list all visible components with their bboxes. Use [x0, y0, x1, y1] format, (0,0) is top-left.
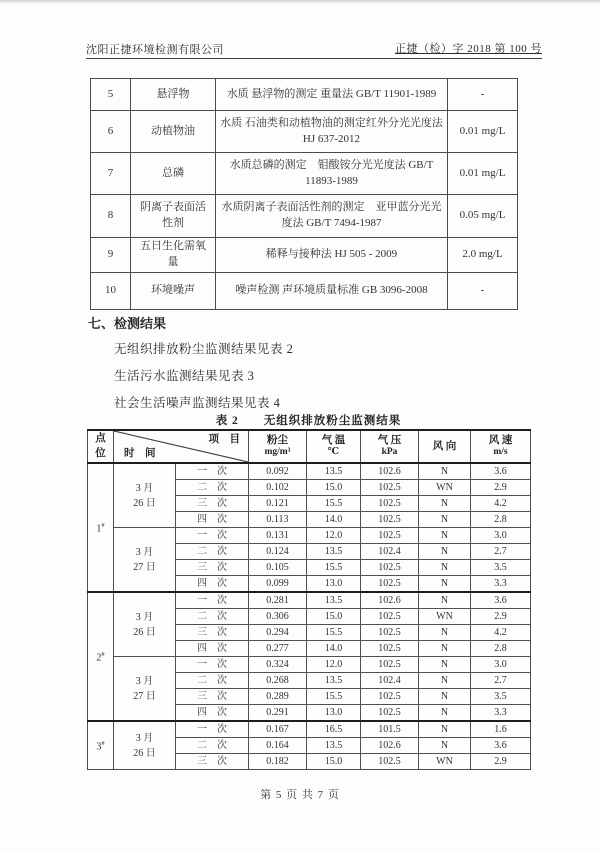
header-wind-direction: 风 向: [419, 430, 471, 463]
date-cell: [114, 592, 176, 657]
measurement-seq: 四 次: [176, 512, 249, 528]
date-line: 26 日: [133, 497, 156, 509]
date-line: 26 日: [133, 747, 156, 759]
pressure-value: 102.6: [361, 463, 419, 480]
company-name: 沈阳正捷环境检测有限公司: [86, 44, 224, 56]
header-pressure: 气 压 kPa: [361, 430, 419, 463]
pressure-value: 102.4: [361, 544, 419, 560]
measurement-seq: 二 次: [176, 544, 249, 560]
header-item-label: 项 目: [208, 434, 240, 445]
wind-direction-value: N: [419, 544, 471, 560]
pressure-value: 102.5: [361, 528, 419, 544]
date-line: 27 日: [133, 561, 156, 573]
methods-table-row: [91, 79, 518, 111]
wind-speed-value: 3.5: [471, 560, 531, 576]
item-name: 阴离子表面活性剂: [131, 195, 216, 238]
table2-caption: 表 2 无组织排放粉尘监测结果: [215, 415, 402, 427]
pressure-value: 102.5: [361, 625, 419, 641]
dust-value: 0.113: [249, 512, 307, 528]
date-line: 26 日: [133, 626, 156, 638]
header-dust: 粉尘 mg/m³: [249, 430, 307, 463]
date-line: 3 月: [135, 482, 154, 494]
measurement-seq: 三 次: [176, 560, 249, 576]
result-line: 无组织排放粉尘监测结果见表 2: [114, 342, 294, 356]
site-hash: #: [101, 522, 105, 530]
methods-table-row: [91, 272, 518, 309]
temperature-value: 15.0: [307, 480, 361, 496]
date-cell: [114, 721, 176, 770]
wind-speed-value: 2.7: [471, 544, 531, 560]
date-cell: [114, 657, 176, 722]
dust-value: 0.102: [249, 480, 307, 496]
dust-table-header-row: [88, 430, 531, 463]
wind-direction-value: N: [419, 657, 471, 673]
wind-direction-value: N: [419, 738, 471, 754]
dust-value: 0.167: [249, 721, 307, 738]
site-number: 1: [96, 523, 102, 535]
pressure-value: 102.5: [361, 754, 419, 770]
dust-monitoring-table: [87, 429, 531, 770]
scan-edge-shadow: [0, 0, 600, 4]
wind-speed-value: 1.6: [471, 721, 531, 738]
item-name: 悬浮物: [131, 79, 216, 111]
wind-speed-value: 3.3: [471, 576, 531, 593]
pressure-value: 102.5: [361, 480, 419, 496]
wind-direction-value: N: [419, 673, 471, 689]
method-standard: 水质总磷的测定 钼酸铵分光光度法 GB/T 11893-1989: [216, 153, 448, 195]
date-cell: [114, 463, 176, 528]
pressure-value: 101.5: [361, 721, 419, 738]
site-cell: [88, 721, 114, 770]
pressure-value: 102.5: [361, 689, 419, 705]
dust-value: 0.306: [249, 609, 307, 625]
pressure-value: 102.5: [361, 705, 419, 722]
pressure-value: 102.6: [361, 738, 419, 754]
date-line: 3 月: [135, 675, 154, 687]
date-line: 3 月: [135, 546, 154, 558]
dust-value: 0.131: [249, 528, 307, 544]
wind-speed-value: 3.6: [471, 738, 531, 754]
dust-table-row: [88, 721, 531, 738]
wind-direction-value: N: [419, 576, 471, 593]
date-line: 3 月: [135, 611, 154, 623]
site-cell: [88, 592, 114, 721]
wind-speed-value: 4.2: [471, 625, 531, 641]
measurement-seq: 三 次: [176, 689, 249, 705]
dust-value: 0.289: [249, 689, 307, 705]
dust-value: 0.164: [249, 738, 307, 754]
dust-table-row: [88, 528, 531, 544]
wind-direction-value: WN: [419, 609, 471, 625]
measurement-seq: 二 次: [176, 480, 249, 496]
measurement-seq: 一 次: [176, 528, 249, 544]
temperature-value: 14.0: [307, 641, 361, 657]
wind-speed-value: 3.6: [471, 592, 531, 609]
temperature-value: 13.5: [307, 673, 361, 689]
detection-limit: 0.01 mg/L: [448, 153, 518, 195]
methods-table: [90, 78, 518, 310]
wind-speed-value: 2.9: [471, 480, 531, 496]
wind-direction-value: N: [419, 496, 471, 512]
site-number: 3: [96, 741, 102, 753]
temperature-value: 14.0: [307, 512, 361, 528]
row-number: 9: [91, 238, 131, 273]
pressure-value: 102.5: [361, 512, 419, 528]
pressure-value: 102.5: [361, 576, 419, 593]
wind-direction-value: N: [419, 512, 471, 528]
detection-limit: -: [448, 79, 518, 111]
header-time-label: 时 间: [124, 447, 156, 459]
pressure-value: 102.5: [361, 657, 419, 673]
section-heading: 七、检测结果: [88, 316, 167, 331]
temperature-value: 12.0: [307, 528, 361, 544]
measurement-seq: 一 次: [176, 721, 249, 738]
site-number: 2: [96, 652, 102, 664]
row-number: 10: [91, 272, 131, 309]
detection-limit: 2.0 mg/L: [448, 238, 518, 273]
dust-value: 0.294: [249, 625, 307, 641]
pressure-value: 102.5: [361, 609, 419, 625]
header-temperature: 气 温 ℃: [307, 430, 361, 463]
wind-speed-value: 2.9: [471, 609, 531, 625]
result-line: 社会生活噪声监测结果见表 4: [114, 396, 281, 410]
temperature-value: 13.5: [307, 738, 361, 754]
methods-table-row: [91, 238, 518, 273]
measurement-seq: 一 次: [176, 463, 249, 480]
methods-table-row: [91, 153, 518, 195]
method-standard: 水质 悬浮物的测定 重量法 GB/T 11901-1989: [216, 79, 448, 111]
measurement-seq: 一 次: [176, 657, 249, 673]
measurement-seq: 四 次: [176, 576, 249, 593]
item-name: 环境噪声: [131, 272, 216, 309]
temperature-value: 15.5: [307, 496, 361, 512]
wind-direction-value: N: [419, 592, 471, 609]
method-standard: 水质 石油类和动植物油的测定红外分光光度法 HJ 637-2012: [216, 111, 448, 153]
wind-direction-value: N: [419, 463, 471, 480]
dust-value: 0.324: [249, 657, 307, 673]
wind-speed-value: 3.3: [471, 705, 531, 722]
temperature-value: 13.5: [307, 463, 361, 480]
date-cell: [114, 528, 176, 593]
site-hash: #: [101, 740, 105, 748]
methods-table-row: [91, 195, 518, 238]
row-number: 5: [91, 79, 131, 111]
temperature-value: 13.5: [307, 544, 361, 560]
wind-speed-value: 4.2: [471, 496, 531, 512]
header-wind-speed: 风 速 m/s: [471, 430, 531, 463]
dust-value: 0.268: [249, 673, 307, 689]
item-name: 总磷: [131, 153, 216, 195]
temperature-value: 16.5: [307, 721, 361, 738]
measurement-seq: 四 次: [176, 705, 249, 722]
temperature-value: 13.5: [307, 592, 361, 609]
temperature-value: 13.0: [307, 705, 361, 722]
dust-value: 0.291: [249, 705, 307, 722]
item-name: 动植物油: [131, 111, 216, 153]
detection-limit: 0.05 mg/L: [448, 195, 518, 238]
wind-direction-value: N: [419, 528, 471, 544]
measurement-seq: 四 次: [176, 641, 249, 657]
dust-table-row: [88, 592, 531, 609]
temperature-value: 15.5: [307, 560, 361, 576]
temperature-value: 15.5: [307, 689, 361, 705]
dust-value: 0.105: [249, 560, 307, 576]
wind-direction-value: N: [419, 705, 471, 722]
date-line: 3 月: [135, 732, 154, 744]
header-site: 点位: [88, 430, 114, 463]
date-line: 27 日: [133, 690, 156, 702]
temperature-value: 15.0: [307, 754, 361, 770]
row-number: 7: [91, 153, 131, 195]
wind-direction-value: N: [419, 560, 471, 576]
pressure-value: 102.5: [361, 560, 419, 576]
measurement-seq: 二 次: [176, 673, 249, 689]
detection-limit: 0.01 mg/L: [448, 111, 518, 153]
header-corner-cell: [114, 430, 249, 463]
pressure-value: 102.5: [361, 641, 419, 657]
wind-direction-value: WN: [419, 480, 471, 496]
site-cell: [88, 463, 114, 592]
wind-speed-value: 2.8: [471, 641, 531, 657]
detection-limit: -: [448, 272, 518, 309]
dust-value: 0.281: [249, 592, 307, 609]
measurement-seq: 三 次: [176, 754, 249, 770]
dust-table-row: [88, 463, 531, 480]
dust-value: 0.099: [249, 576, 307, 593]
site-hash: #: [101, 651, 105, 659]
dust-table-row: [88, 657, 531, 673]
wind-speed-value: 3.0: [471, 528, 531, 544]
temperature-value: 13.0: [307, 576, 361, 593]
wind-speed-value: 2.8: [471, 512, 531, 528]
measurement-seq: 二 次: [176, 609, 249, 625]
dust-value: 0.182: [249, 754, 307, 770]
dust-value: 0.124: [249, 544, 307, 560]
measurement-seq: 一 次: [176, 592, 249, 609]
wind-direction-value: N: [419, 721, 471, 738]
methods-table-row: [91, 111, 518, 153]
row-number: 8: [91, 195, 131, 238]
pressure-value: 102.6: [361, 592, 419, 609]
measurement-seq: 三 次: [176, 496, 249, 512]
dust-value: 0.121: [249, 496, 307, 512]
row-number: 6: [91, 111, 131, 153]
dust-value: 0.277: [249, 641, 307, 657]
item-name: 五日生化需氧量: [131, 238, 216, 273]
wind-speed-value: 3.6: [471, 463, 531, 480]
temperature-value: 15.0: [307, 609, 361, 625]
pressure-value: 102.4: [361, 673, 419, 689]
result-line: 生活污水监测结果见表 3: [114, 369, 255, 383]
pressure-value: 102.5: [361, 496, 419, 512]
dust-value: 0.092: [249, 463, 307, 480]
method-standard: 水质阴离子表面活性剂的测定 亚甲蓝分光光度法 GB/T 7494-1987: [216, 195, 448, 238]
measurement-seq: 二 次: [176, 738, 249, 754]
temperature-value: 15.5: [307, 625, 361, 641]
method-standard: 稀释与接种法 HJ 505 - 2009: [216, 238, 448, 273]
wind-speed-value: 3.5: [471, 689, 531, 705]
document-header: [86, 36, 542, 59]
wind-direction-value: N: [419, 625, 471, 641]
wind-speed-value: 2.7: [471, 673, 531, 689]
wind-direction-value: N: [419, 689, 471, 705]
document-number: 正捷（检）字 2018 第 100 号: [395, 43, 542, 55]
wind-speed-value: 2.9: [471, 754, 531, 770]
wind-speed-value: 3.0: [471, 657, 531, 673]
method-standard: 噪声检测 声环境质量标准 GB 3096-2008: [216, 272, 448, 309]
wind-direction-value: N: [419, 641, 471, 657]
measurement-seq: 三 次: [176, 625, 249, 641]
temperature-value: 12.0: [307, 657, 361, 673]
wind-direction-value: WN: [419, 754, 471, 770]
page-footer: 第 5 页 共 7 页: [260, 789, 340, 801]
